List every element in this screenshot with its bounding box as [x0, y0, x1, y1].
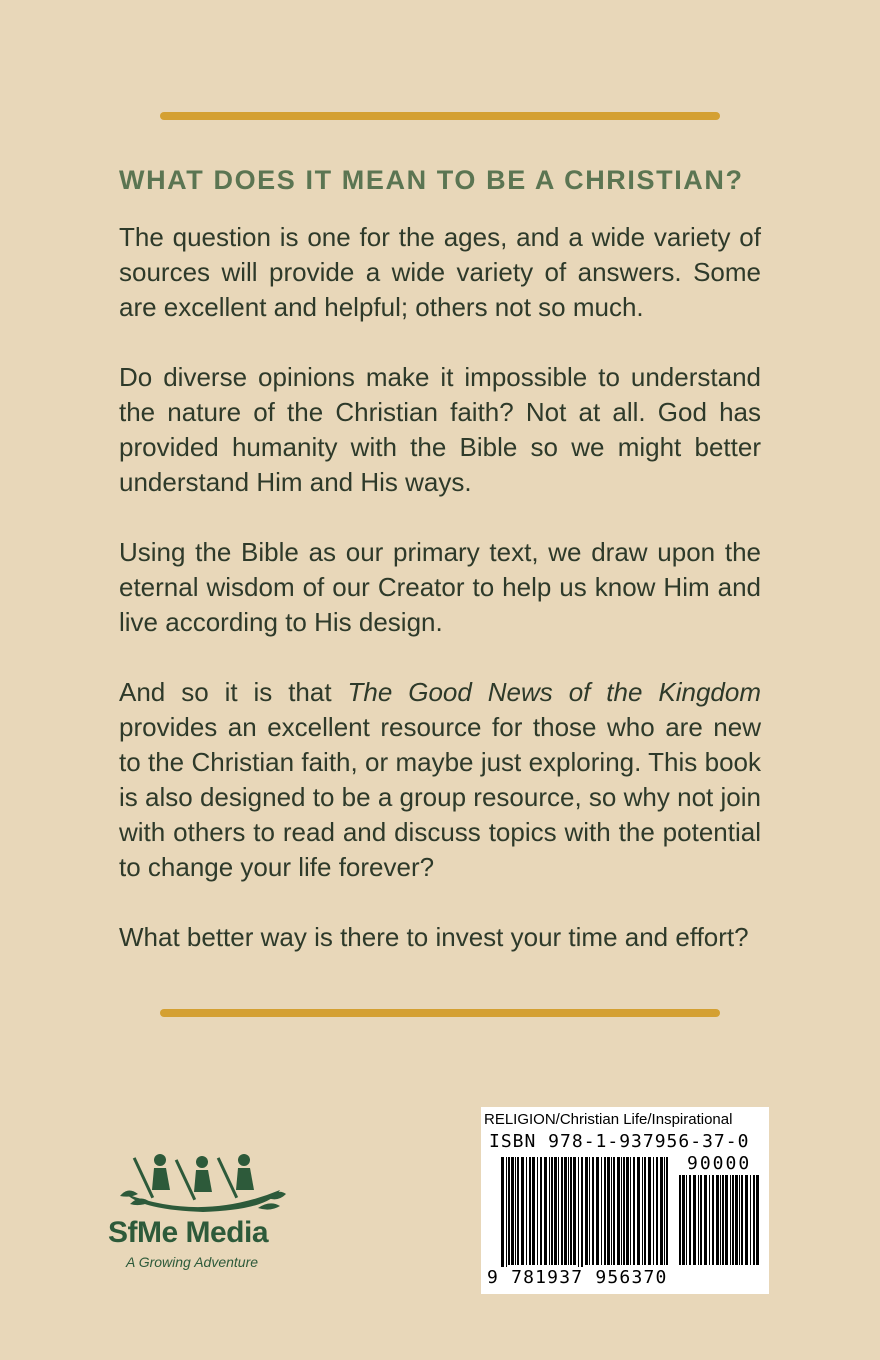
barcode-bar — [551, 1157, 553, 1265]
barcode-bar — [741, 1175, 743, 1265]
barcode-bar — [589, 1157, 590, 1265]
barcode-bar — [517, 1157, 519, 1265]
paragraph-4-rest: provides an excellent resource for those who are new to the Christian faith, or maybe just exploring. This book is also designed to be a group resource, so why not join with others to read and discuss topics with the potential to change your life forever? — [119, 712, 761, 882]
barcode-bar — [613, 1157, 615, 1265]
ean-digits: 9 781937 956370 — [487, 1267, 668, 1288]
barcode-bar — [700, 1175, 702, 1265]
barcode-bar — [592, 1157, 594, 1265]
barcode-bar — [756, 1175, 759, 1265]
bottom-divider — [160, 1009, 720, 1017]
barcode-bar — [617, 1157, 620, 1265]
barcode-bar — [573, 1157, 576, 1265]
barcode-bar — [630, 1157, 631, 1265]
ean-barcode — [501, 1157, 669, 1275]
paragraph-3: Using the Bible as our primary text, we draw upon the eternal wisdom of our Creator to help us know Him and live according to His design. — [119, 537, 761, 637]
top-divider — [160, 112, 720, 120]
barcode-bar — [623, 1157, 625, 1265]
barcode-bar — [664, 1157, 665, 1265]
barcode-bar — [549, 1157, 550, 1265]
barcode-bar — [544, 1157, 547, 1265]
barcode-bar — [570, 1157, 572, 1265]
barcode-bar — [596, 1157, 599, 1265]
barcode-bar — [585, 1157, 588, 1265]
publisher-name: SfMe Media — [108, 1216, 269, 1249]
barcode-bar — [709, 1175, 710, 1265]
barcode-bar — [564, 1157, 567, 1265]
price-addon-number: 90000 — [687, 1153, 752, 1174]
barcode-bar — [730, 1175, 731, 1265]
barcode-bar — [501, 1157, 504, 1275]
paragraph-4 — [119, 675, 761, 885]
barcode-bar — [648, 1157, 651, 1265]
barcode-bar — [732, 1175, 734, 1265]
barcode-bar — [506, 1157, 507, 1275]
barcode-bar — [735, 1175, 738, 1265]
back-cover-text — [119, 160, 761, 990]
barcode-bar — [607, 1157, 610, 1265]
barcode-bar — [621, 1157, 622, 1265]
barcode-bar — [722, 1175, 724, 1265]
barcode-bar — [686, 1175, 687, 1265]
barcode-bar — [745, 1175, 748, 1265]
barcode-bar — [660, 1157, 663, 1265]
publisher-logo — [108, 1150, 308, 1280]
barcode-bar — [642, 1157, 643, 1265]
publisher-tagline: A Growing Adventure — [126, 1254, 259, 1270]
bisac-category: RELIGION/Christian Life/Inspirational — [484, 1111, 733, 1128]
barcode-panel — [481, 1107, 769, 1294]
book-title: The Good News of the Kingdom — [347, 677, 761, 707]
barcode-bar — [529, 1157, 531, 1265]
barcode-bar — [540, 1157, 542, 1265]
paragraph-2: Do diverse opinions make it impossible to understand the nature of the Christian faith? Not at all. God has provided humanity with the Bible so we might better understand Him and His ways. — [119, 362, 761, 497]
barcode-bar — [666, 1157, 668, 1265]
barcode-bar — [653, 1157, 654, 1265]
barcode-bar — [656, 1157, 658, 1265]
barcode-bar — [554, 1157, 557, 1265]
barcode-bar — [511, 1157, 514, 1265]
barcode-bar — [568, 1157, 569, 1265]
barcode-bar — [521, 1157, 524, 1265]
barcode-bar — [611, 1157, 612, 1265]
barcode-bar — [698, 1175, 699, 1265]
barcode-bar — [515, 1157, 516, 1265]
barcode-bar — [581, 1157, 583, 1275]
barcode-bar — [712, 1175, 714, 1265]
barcode-bar — [693, 1175, 696, 1265]
isbn-text: ISBN 978-1-937956-37-0 — [489, 1131, 750, 1152]
addon-barcode — [679, 1175, 763, 1275]
barcode-bar — [637, 1157, 640, 1265]
barcode-bar — [526, 1157, 527, 1265]
barcode-bar — [532, 1157, 535, 1265]
barcode-bar — [753, 1175, 755, 1265]
barcode-bar — [633, 1157, 635, 1265]
barcode-bar — [604, 1157, 606, 1265]
barcode-bar — [558, 1157, 559, 1265]
barcode-bar — [725, 1175, 728, 1265]
page-title: WHAT DOES IT MEAN TO BE A CHRISTIAN? — [119, 165, 744, 195]
barcode-bar — [537, 1157, 538, 1265]
barcode-bar — [689, 1175, 691, 1265]
barcode-bar — [578, 1157, 579, 1275]
barcode-bar — [720, 1175, 721, 1265]
barcode-bar — [750, 1175, 751, 1265]
canoe-paddlers-icon — [118, 1150, 288, 1222]
paragraph-1: The question is one for the ages, and a wide variety of sources will provide a wide variety of answers. Some are excellent and helpful; others not so much. — [119, 222, 761, 322]
barcode-bar — [679, 1175, 681, 1265]
barcode-bar — [601, 1157, 602, 1265]
paragraph-4-lead: And so it is that — [119, 677, 348, 707]
barcode-bar — [739, 1175, 740, 1265]
closing-paragraph: What better way is there to invest your time and effort? — [119, 922, 749, 952]
barcode-bar — [704, 1175, 707, 1265]
barcode-bar — [644, 1157, 646, 1265]
barcode-bar — [508, 1157, 510, 1265]
barcode-bar — [626, 1157, 629, 1265]
barcode-bar — [716, 1175, 719, 1265]
barcode-bar — [682, 1175, 685, 1265]
barcode-bar — [561, 1157, 563, 1265]
